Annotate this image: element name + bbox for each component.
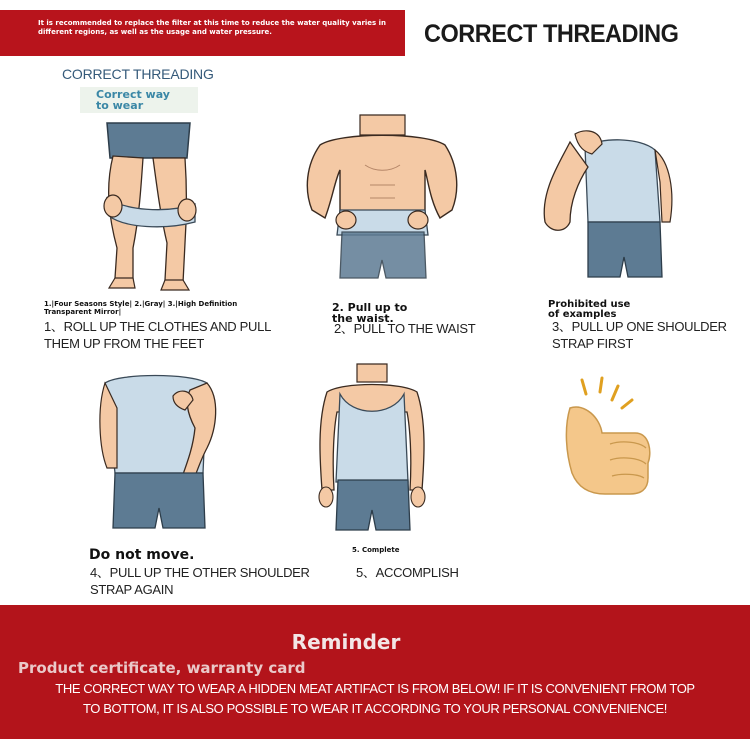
step3-caption: 3、PULL UP ONE SHOULDER STRAP FIRST (552, 319, 727, 351)
step1-caption: 1、ROLL UP THE CLOTHES AND PULL THEM UP FROM THE FEET (44, 319, 271, 351)
step5-illustration (312, 362, 432, 537)
thumbs-up-icon (560, 378, 660, 498)
certificate-text: Product certificate, warranty card (18, 659, 306, 677)
banner-text: It is recommended to replace the filter at this time to reduce the water quality varies in different regions, as well as the usage and water pressure. (38, 19, 387, 36)
reminder-title: Reminder (291, 630, 401, 654)
step1-note: 1.|Four Seasons Style| 2.|Gray| 3.|High Definition Transparent Mirror| (44, 300, 238, 316)
reminder-line-1: THE CORRECT WAY TO WEAR A HIDDEN MEAT ARTIFACT IS FROM BELOW! IF IT IS CONVENIENT FROM TOP (55, 681, 695, 696)
step5-caption: 5、ACCOMPLISH (356, 565, 459, 580)
reminder-line-2: TO BOTTOM, IT IS ALSO POSSIBLE TO WEAR IT ACCORDING TO YOUR PERSONAL CONVENIENCE! (82, 701, 668, 716)
step4-illustration (95, 368, 225, 536)
step2-note: 2. Pull up to the waist. (332, 301, 408, 325)
step4-caption: 4、PULL UP THE OTHER SHOULDER STRAP AGAIN (90, 565, 310, 597)
correct-way-label: Correct way to wear (96, 88, 170, 112)
step2-caption: 2、PULL TO THE WAIST (334, 321, 476, 336)
step3-illustration (530, 122, 680, 287)
step5-note: 5. Complete (352, 546, 400, 554)
step1-illustration (95, 118, 205, 293)
section-title: CORRECT THREADING (62, 66, 214, 82)
page-title: CORRECT THREADING (424, 20, 679, 48)
step3-note: Prohibited use of examples (548, 299, 631, 320)
step2-illustration (290, 110, 475, 285)
step4-note: Do not move. (89, 547, 195, 563)
